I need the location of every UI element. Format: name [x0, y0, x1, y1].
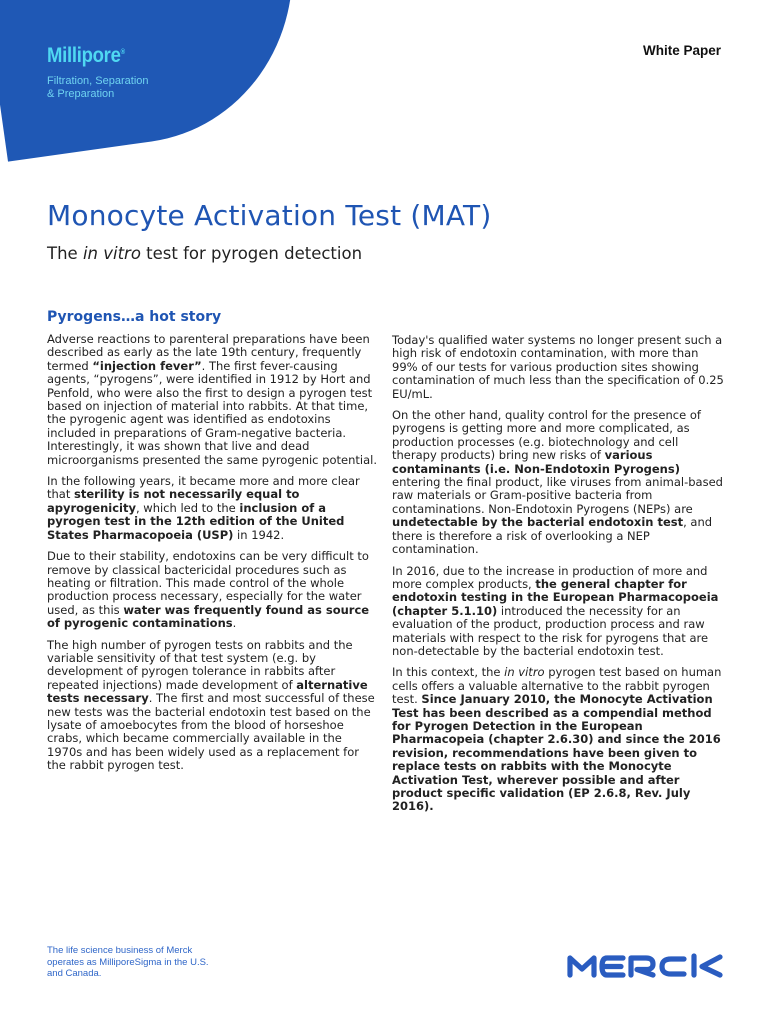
- registered-mark: ®: [120, 49, 125, 56]
- paragraph: Due to their stability, endotoxins can be very difficult to remove by classical bactericidal procedures such as heating or filtration. This made control of the whole production process necessary, especially for the water used, as this water was frequently found as source of pyrogenic contaminations.: [47, 549, 370, 631]
- tagline-line-1: Filtration, Separation: [47, 75, 149, 87]
- left-column: [47, 333, 377, 781]
- document-type-label: White Paper: [642, 43, 721, 58]
- paragraph: In the following years, it became more and more clear that sterility is not necessarily equal to apyrogenicity, which led to the inclusion of a pyrogen test in the 12th edition of the United States Pharmacopoeia (USP) in 1942.: [47, 474, 360, 542]
- paragraph: Adverse reactions to parenteral preparations have been described as early as the late 19th century, frequently termed “injection fever”. The first fever-causing agents, “pyrogens”, were identified in 1912 by Hort and Penfold, who were also the first to design a pyrogen test based on injection of material into rabbits. At that time, the pyrogenic agent was identified as endotoxins included in preparations of Gram-negative bacteria. Interestingly, it was shown that live and dead microorganisms presented the same pyrogenic potential.: [47, 332, 377, 467]
- brand-tagline: [47, 75, 187, 101]
- paragraph: On the other hand, quality control for the presence of pyrogens is getting more and more complicated, as production processes (e.g. biotechnology and cell therapy products) bring new risks of various contaminants (i.e. Non-Endotoxin Pyrogens) entering the final product, like viruses from animal-based raw materials or Gram-positive bacteria from contaminations. Non-Endotoxin Pyrogens (NEPs) are undetectable by the bacterial endotoxin test, and there is therefore a risk of overlooking a NEP contamination.: [392, 408, 723, 557]
- paragraph: The high number of pyrogen tests on rabbits and the variable sensitivity of that test system (e.g. by development of pyrogen tolerance in rabbits after repeated injections) made development of alternative tests necessary. The first and most successful of these new tests was the bacterial endotoxin test based on the lysate of amoebocytes from the blood of horseshoe crabs, which became commercially available in the 1970s and has been widely used as a replacement for the rabbit pyrogen test.: [47, 637, 375, 773]
- merck-logo: [567, 952, 724, 978]
- tagline-line-2: & Preparation: [47, 88, 115, 100]
- right-column: [392, 334, 724, 822]
- paragraph: In 2016, due to the increase in production of more and more complex products, the general chapter for endotoxin testing in the European Pharmacopoeia (chapter 5.1.10) introduced the necessity for an evaluation of the product, production process and raw materials with respect to the risk for pyrogens that are non-detectable by the bacterial endotoxin test.: [392, 563, 719, 658]
- brand-name: Millipore®: [47, 44, 125, 67]
- millipore-brand: [47, 44, 187, 101]
- footer-note: The life science business of Merck operates as MilliporeSigma in the U.S. and Canada.: [47, 945, 209, 979]
- page-title: Monocyte Activation Test (MAT): [47, 199, 492, 232]
- section-heading: Pyrogens…a hot story: [47, 309, 222, 325]
- paragraph: In this context, the in vitro pyrogen test based on human cells offers a valuable alternative to the rabbit pyrogen test. Since January 2010, the Monocyte Activation Test has been described as a compendial method for Pyrogen Detection in the European Pharmacopeia (chapter 2.6.30) and since the 2016 revision, recommendations have been given to replace tests on rabbits with the Monocyte Activation Test, wherever possible and after product specific validation (EP 2.6.8, Rev. July 2016).: [392, 665, 722, 814]
- paragraph: Today's qualified water systems no longer present such a high risk of endotoxin contamination, with more than 99% of our tests for various production sites showing contamination of much less than the specification of 0.25 EU/mL.: [392, 333, 724, 401]
- subtitle-italic: in vitro: [82, 244, 141, 263]
- page-subtitle: The in vitro test for pyrogen detection: [47, 244, 363, 263]
